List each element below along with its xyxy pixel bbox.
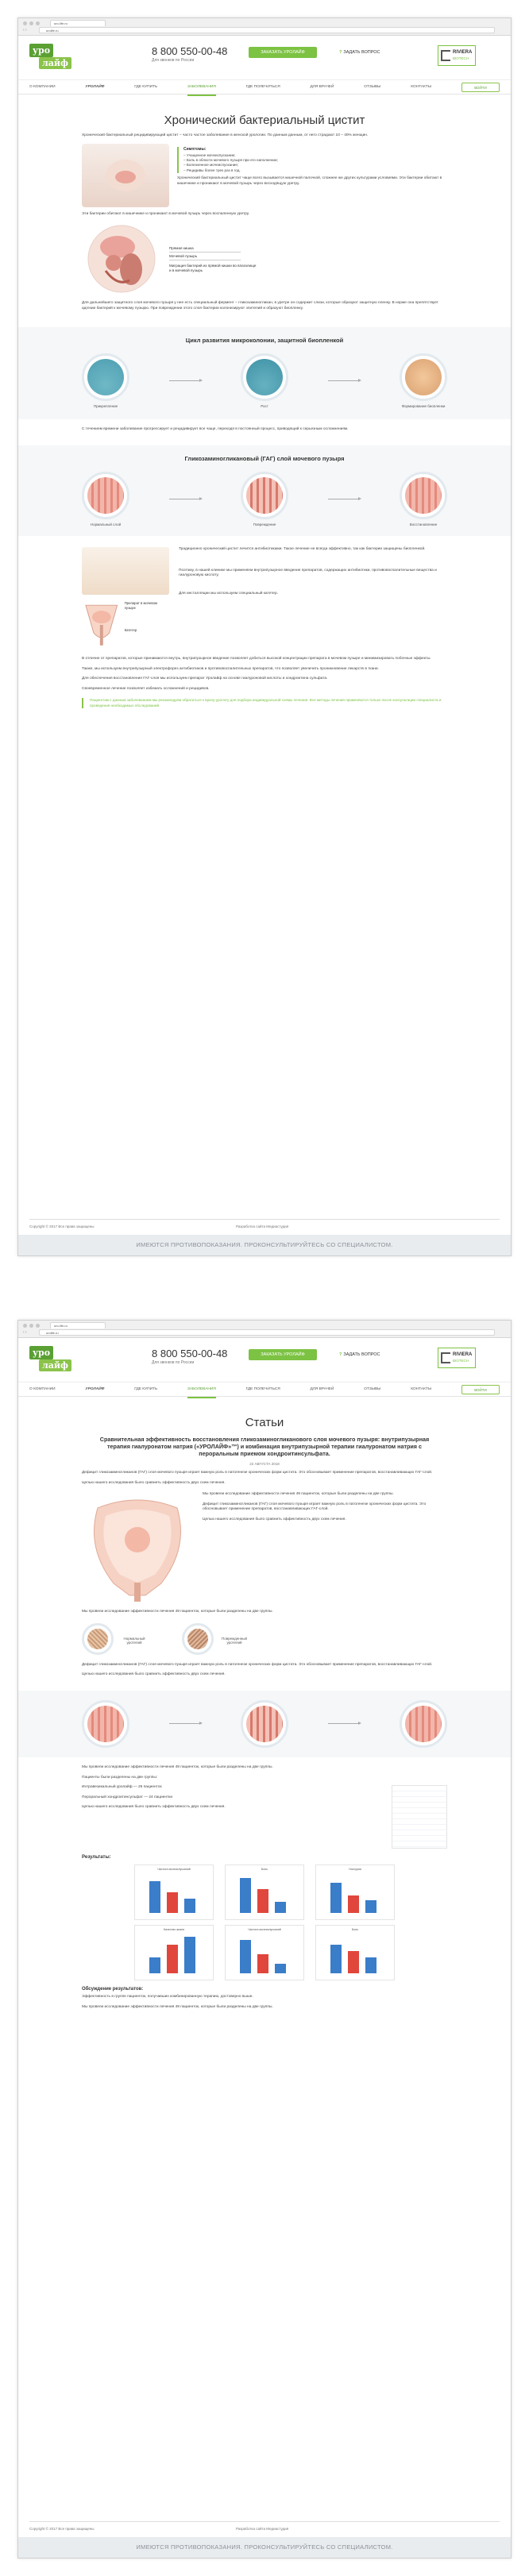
article-paragraph: Дефицит гликозаминогликанов (ГАГ) слоя мочевого пузыря играет важную роль в патогенезе хронических форм цистита. Это обосновывает применение препаратов, восстанавливающих ГАГ-слой. [82,1471,433,1475]
patient-photo [82,547,169,595]
cycle-stage-2-image [241,353,288,401]
gag-caption: Повреждение [253,522,276,526]
gag-stage-2-image [241,1700,288,1748]
catheter-label: Катетер [124,627,137,632]
discussion-title: Обсуждение результатов: [82,1987,144,1992]
brand-mark-icon [441,1352,450,1363]
browser-tab[interactable]: uro-life.ru [50,20,106,26]
chart-bar [330,1945,342,1973]
chart-bar [184,1899,195,1913]
footer-meta [29,2521,500,2536]
chart-title: Ноктурия [349,1868,361,1872]
article-paragraph: Дефицит гликозаминогликанов (ГАГ) слоя мочевого пузыря играет важную роль в патогенезе хронических форм цистита. Это обосновывает применение препаратов, восстанавливающих ГАГ-слой. [82,1662,433,1667]
footer-copyright: Copyright © 2017 Все права защищены [29,2527,95,2531]
symptoms-paragraph: Хронический бактериальный цистит чаще всего вызывается кишечной палочкой, сложнее же других культурами условиями. Эти бактерии обитают в кишечнике и проникают в мочевой пузырь через восходящую уретру. [177,176,442,186]
brand-name: RIVIERA [453,1352,473,1357]
disclaimer-bar: ИМЕЮТСЯ ПРОТИВОПОКАЗАНИЯ. ПРОКОНСУЛЬТИРУЙТЕСЬ СО СПЕЦИАЛИСТОМ. [18,2537,511,2558]
result-chart [225,1925,304,1980]
phone-caption: Для звонков по России [152,58,195,63]
chart-bar [365,1900,376,1913]
treatment-paragraph: Традиционно хронический цистит лечится антибиотиками. Такое лечение не всегда эффективно, так как бактерии защищены биопленкой. [179,546,426,551]
article-paragraph: Дефицит гликозаминогликанов (ГАГ) слоя мочевого пузыря играет важную роль в патогенезе хронических форм цистита. Это обосновывает применение препаратов, восстанавливающих ГАГ-слой. [203,1502,427,1512]
cycle-caption: Прикрепление [93,404,118,409]
browser-chrome [18,18,511,36]
browser-tab[interactable]: uro-life.ru [50,1322,106,1328]
doctor-note: Пациентам с данным заболеванием мы рекомендуем обратиться к врачу-урологу для подбора индивидуальной схемы лечения. Все методы лечения применяются только после консультации специалиста и проведения необходимых обследований. [82,698,447,708]
site-footer [18,1219,511,1255]
study-table-image [392,1785,447,1849]
chart-title: Частота мочеиспусканий [157,1868,191,1872]
cycle-text [18,419,511,445]
cycle-stage-1-image [82,353,129,401]
menu-item-where-buy[interactable]: ГДЕ КУПИТЬ [134,85,158,89]
order-button[interactable]: ЗАКАЗАТЬ УРОЛАЙФ [249,47,317,58]
article-title: Сравнительная эффективность восстановления гликозаминогликанового слоя мочевого пузыря: внутрипузырная терапия гиалуронатом натрия («УРОЛАЙФ»™) и комбинация внутрипузырной терапии гиалуронатом натрия с пероральным приемом хондроитинсульфата. [99,1436,430,1457]
gag-section [18,445,511,536]
article-paragraph: Целью нашего исследования было сравнить эффективность двух схем лечения. [203,1517,346,1521]
menu-item-doctors[interactable]: ДЛЯ ВРАЧЕЙ [310,85,334,89]
gag-caption: Восстановление [409,522,438,526]
chart-bar [348,1951,359,1973]
symptom-item: – Боль в области мочевого пузыря при его наполнении; [183,158,447,163]
arrow-right-icon [169,1723,201,1724]
body-paragraph: В отличие от препаратов, которые принимаются внутрь, внутрипузырное введение позволяет добиться высокой концентрации препарата в мочевом пузыре и минимизировать побочные эффекты. [82,656,431,661]
article-paragraph: Мы провели исследование эффективности лечения 49 пациенток, которые были разделены на две группы. [203,1492,394,1497]
page-title: Хронический бактериальный цистит [164,114,365,127]
menu-item-doctors[interactable]: ДЛЯ ВРАЧЕЙ [310,1387,334,1391]
catheter-illustration [82,601,122,646]
intro-paragraph: Хронический бактериальный рецидивирующий цистит – часто частое заболевание в женской урологии. По данным данным, от него страдают 10 – 40% женщин. [82,133,369,137]
results-charts-row-1 [82,1865,447,1920]
ask-question-link[interactable] [339,50,380,55]
chart-bar [240,1878,251,1913]
result-chart [134,1865,214,1920]
result-chart [315,1925,395,1980]
browser-window-page-cystitis [17,17,512,1256]
gag-section [18,1691,511,1757]
symptom-item: – Учащенное мочеиспускание; [183,153,447,158]
urothelium-caption: Поврежденный уротелий [222,1636,247,1645]
chart-bar [167,1945,178,1973]
footer-meta [29,1219,500,1233]
treatment-paragraph: Поэтому, в нашей клинике мы применяем внутрипузырное введение препаратов, содержащих антибиотики, противовоспалительные вещества и гиалуроновую кислоту. [179,568,437,578]
brand-name: RIVIERA [453,50,473,55]
catheter-label: Препарат в мочевом пузыре [124,600,157,610]
gag-stage-1-image [82,1700,129,1748]
cycle-stage-3-image [400,353,447,401]
results-charts-row-2 [82,1925,447,1980]
main-menu [18,80,511,94]
gag-stage-1-image [82,472,129,519]
chart-bar [184,1937,195,1973]
article-paragraph: Мы провели исследование эффективности лечения 49 пациенток, которые были разделены на две группы. [82,1764,273,1769]
results-title: Результаты: [82,1855,111,1861]
login-button[interactable]: ВОЙТИ [461,83,500,92]
damaged-urothelium-image [182,1623,214,1655]
normal-urothelium-image [82,1623,114,1655]
biofilm-paragraph: Для дальнейшего защитного слоя мочевого пузыря у нее есть специальный фермент – гликозаминогликан, в уретре он содержит слизи, которые образуют защитную пленку. В норме она препятствует адгезии бактерий к мочевому пузырю. При повреждении этого слоя бактерии колонизируют эпителий и образуют биопленку. [82,301,438,310]
symptoms-block [82,144,447,207]
chart-title: Боль [351,1928,359,1932]
brand-logo[interactable] [438,45,476,66]
login-button[interactable]: ВОЙТИ [461,1385,500,1394]
bladder-illustration [82,1492,193,1603]
group-item: Пероральный хондроитинсульфат — 24 пациентки [82,1795,173,1799]
chart-bar [240,1940,251,1973]
results-block [18,1757,511,2023]
arrow-right-icon [328,1723,360,1724]
logo-top: уро [29,1346,53,1359]
article-content [18,1397,511,1691]
window-controls [23,1324,40,1328]
symptom-item: – Рецидивы более трех раз в год. [183,168,447,173]
menu-item-contacts[interactable]: КОНТАКТЫ [411,85,432,89]
article-date: 22 АВГУСТА 2018 [249,1462,280,1466]
gag-title: Гликозаминогликановый (ГАГ) слой мочевого пузыря [184,454,345,462]
chart-title: Частота мочеиспусканий [248,1928,281,1932]
chart-title: Боль [261,1868,268,1872]
discussion-paragraph: Эффективность в группе пациенток, получавших комбинированную терапию, достоверно выше. [82,1995,253,1999]
treatment-paragraph: Для инсталляции мы используем специальный катетер. [179,591,278,596]
chart-bar [365,1957,376,1973]
anatomy-label: Прямая кишка [169,245,241,253]
site-header [18,36,511,80]
article-paragraph: Мы провели исследование эффективности лечения 49 пациенток, которые были разделены на две группы. [82,1610,273,1614]
phone-caption: Для звонков по России [152,1360,195,1365]
footer-developer-link[interactable]: Разработка сайта Медиастудия [236,1224,289,1228]
anatomy-figure [82,223,447,295]
arrow-right-icon [328,380,360,381]
page-title: Статьи [245,1416,284,1429]
window-controls [23,21,40,25]
ask-question-link[interactable] [339,1352,380,1357]
menu-item-reviews[interactable]: ОТЗЫВЫ [364,85,381,89]
menu-item-where-buy[interactable]: ГДЕ КУПИТЬ [134,1387,158,1391]
treatment-block [18,536,511,723]
chart-bar [257,1889,268,1913]
url-bar[interactable]: urolife.ru [39,1329,495,1336]
chart-bar [149,1881,160,1913]
logo[interactable] [29,44,75,71]
cycle-caption: Рост [261,404,268,409]
menu-item-clinics[interactable]: ГДЕ ПОЛЕЧИТЬСЯ [245,85,280,89]
chart-bar [167,1892,178,1913]
chart-title: Качество жизни [163,1928,185,1932]
gag-caption: Нормальный слой [90,522,122,526]
chart-bar [275,1964,286,1973]
cycle-caption: Формирование биопленки [401,404,446,409]
cycle-paragraph: С течением времени заболевание прогрессирует и рецидивирует все чаще, переходя в постоянный процесс, приводящий к серьезным осложнениям. [82,427,349,432]
chart-bar [330,1883,342,1913]
menu-item-company[interactable]: О КОМПАНИИ [29,85,56,89]
chart-bar [257,1954,268,1973]
article-paragraph: Целью нашего исследования было сравнить эффективность двух схем лечения. [82,1672,226,1677]
urothelium-caption: Нормальный уротелий [123,1636,145,1645]
logo-top: уро [29,44,53,57]
article-content [18,94,511,324]
menu-item-clinics[interactable]: ГДЕ ПОЛЕЧИТЬСЯ [245,1387,280,1391]
footer-copyright: Copyright © 2017 Все права защищены [29,1224,95,1228]
menu-item-urolife[interactable]: УРОЛАЙФ [85,1387,105,1391]
logo-bottom: лайф [39,1359,71,1371]
anatomy-label: Мочевой пузырь [169,253,241,260]
discussion-paragraph: Мы провели исследование эффективности лечения 49 пациенток, которые были разделены на две группы. [82,2004,273,2009]
article-paragraph: Целью нашего исследования было сравнить эффективность двух схем лечения. [82,1805,226,1810]
brand-mark-icon [441,50,450,61]
question-icon: ? [339,50,342,55]
brand-sub: BIOTECH [453,56,469,60]
chart-bar [275,1902,286,1913]
symptoms-list [177,147,447,174]
symptom-item: – Болезненное мочеиспускание; [183,163,447,168]
phone-number[interactable]: 8 800 550-00-48 [152,45,228,57]
nav-arrows-icon[interactable]: ‹ › [23,1330,27,1335]
disclaimer-bar: ИМЕЮТСЯ ПРОТИВОПОКАЗАНИЯ. ПРОКОНСУЛЬТИРУЙТЕСЬ СО СПЕЦИАЛИСТОМ. [18,1235,511,1255]
cycle-title: Цикл развития микроколонии, защитной биопленкой [185,337,344,345]
browser-window-page-articles [17,1320,512,2559]
article-paragraph: Целью нашего исследования было сравнить эффективность двух схем лечения. [82,1480,226,1485]
menu-item-urolife[interactable]: УРОЛАЙФ [85,85,105,89]
browser-chrome [18,1321,511,1338]
symptoms-title: Симптомы: [183,146,207,152]
menu-item-reviews[interactable]: ОТЗЫВЫ [364,1387,381,1391]
chart-bar [348,1895,359,1913]
main-menu [18,1382,511,1397]
body-paragraph: Своевременное лечение позволяет избежать осложнений и рецидивов. [82,686,210,691]
bladder-figure [82,1492,447,1603]
question-icon: ? [339,1352,342,1357]
logo[interactable] [29,1346,75,1373]
nav-arrows-icon[interactable]: ‹ › [23,28,27,33]
brand-logo[interactable] [438,1348,476,1368]
result-chart [134,1925,214,1980]
body-paragraph: Также, мы используем внутрипузырный электрофорез антибиотиков и противовоспалительных препаратов, что позволяет увеличить проникновение лекарств в ткани. [82,666,379,671]
menu-item-company[interactable]: О КОМПАНИИ [29,1387,56,1391]
order-button[interactable]: ЗАКАЗАТЬ УРОЛАЙФ [249,1349,317,1360]
groups-title: Пациенты были разделены на две группы: [82,1775,158,1780]
menu-item-contacts[interactable]: КОНТАКТЫ [411,1387,432,1391]
logo-bottom: лайф [39,57,71,69]
bacteria-paragraph: Эти бактерии обитают в кишечнике и проникают в мочевой пузырь через воспаленную уретру. [82,211,250,216]
chart-bar [149,1957,160,1973]
gag-stage-3-image [400,472,447,519]
anatomy-label: Миграция бактерий из прямой кишки во влагалище и в мочевой пузырь [169,264,257,273]
ask-question-label: ЗАДАТЬ ВОПРОС [343,50,380,55]
gag-stage-3-image [400,1700,447,1748]
group-item: Интравезикальный уролайф — 25 пациенток [82,1785,162,1790]
urothelium-figure [82,1623,447,1655]
menu-item-diseases[interactable]: ЗАБОЛЕВАНИЯ [187,1382,216,1398]
site-header [18,1338,511,1382]
body-paragraph: Для обеспечения восстановления ГАГ-слоя мы используем препарат Уролайф на основе гиалуроновой кислоты и хондроитина сульфата. [82,677,328,681]
arrow-right-icon [169,380,201,381]
url-bar[interactable]: urolife.ru [39,27,495,33]
site-footer [18,2521,511,2558]
cycle-section [18,327,511,419]
phone-number[interactable]: 8 800 550-00-48 [152,1348,228,1359]
footer-developer-link[interactable]: Разработка сайта Медиастудия [236,2527,289,2531]
anatomy-illustration [82,223,161,295]
ask-question-label: ЗАДАТЬ ВОПРОС [343,1352,380,1357]
gag-stage-2-image [241,472,288,519]
brand-sub: BIOTECH [453,1359,469,1363]
patient-image [82,144,169,207]
menu-item-diseases[interactable]: ЗАБОЛЕВАНИЯ [187,80,216,96]
result-chart [315,1865,395,1920]
result-chart [225,1865,304,1920]
